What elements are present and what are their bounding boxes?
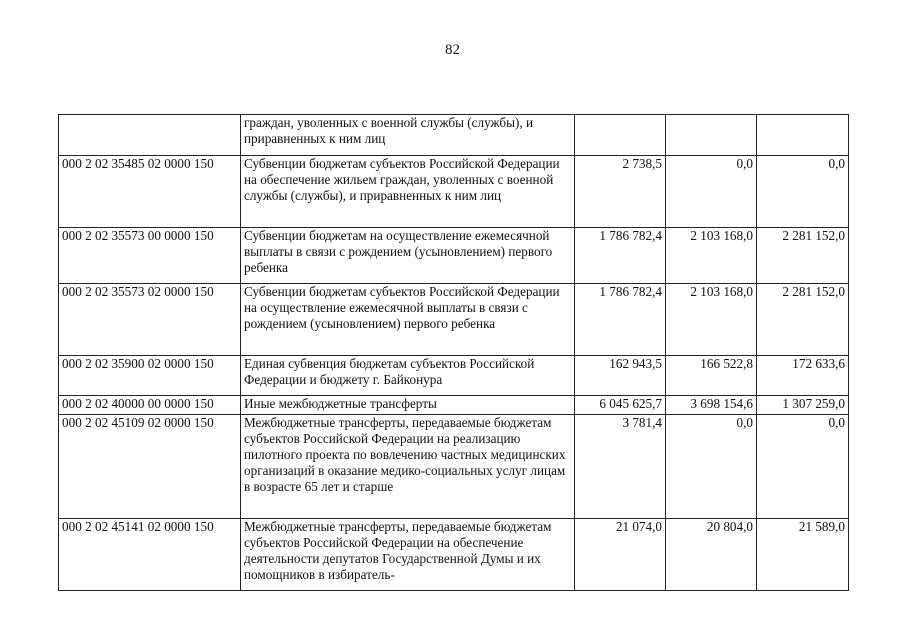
table-row [59,284,849,356]
budget-code-cell: 000 2 02 35485 02 0000 150 [59,156,241,228]
value-cell-1: 2 738,5 [575,156,666,228]
table-row [59,228,849,284]
value-cell-3: 0,0 [757,415,849,519]
budget-code-cell: 000 2 02 35900 02 0000 150 [59,356,241,396]
value-cell-3: 1 307 259,0 [757,396,849,415]
budget-code-cell: 000 2 02 35573 02 0000 150 [59,284,241,356]
page-number: 82 [445,42,460,58]
value-cell-2: 166 522,8 [666,356,757,396]
value-cell-1: 3 781,4 [575,415,666,519]
value-cell-1: 21 074,0 [575,519,666,591]
value-cell-2: 20 804,0 [666,519,757,591]
table-row [59,356,849,396]
value-cell-1 [575,115,666,156]
value-cell-2: 2 103 168,0 [666,284,757,356]
value-cell-3 [757,115,849,156]
value-cell-3: 0,0 [757,156,849,228]
value-cell-2 [666,115,757,156]
value-cell-2: 0,0 [666,415,757,519]
budget-code-cell: 000 2 02 40000 00 0000 150 [59,396,241,415]
table-row [59,156,849,228]
table-row [59,396,849,415]
description-cell: Субвенции бюджетам субъектов Российской Федерации на осуществление ежемесячной выплаты в связи с рождением (усыновлением) первого ребенка [241,284,575,356]
table-row [59,415,849,519]
value-cell-2: 3 698 154,6 [666,396,757,415]
value-cell-3: 2 281 152,0 [757,284,849,356]
value-cell-1: 162 943,5 [575,356,666,396]
value-cell-2: 0,0 [666,156,757,228]
description-cell: Межбюджетные трансферты, передаваемые бюджетам субъектов Российской Федерации на реализацию пилотного проекта по вовлечению частных медицинских организаций в оказание медико-социальных услуг лицам в возрасте 65 лет и старше [241,415,575,519]
value-cell-1: 1 786 782,4 [575,228,666,284]
value-cell-2: 2 103 168,0 [666,228,757,284]
table-row [59,519,849,591]
budget-code-cell [59,115,241,156]
budget-code-cell: 000 2 02 45141 02 0000 150 [59,519,241,591]
value-cell-3: 2 281 152,0 [757,228,849,284]
budget-code-cell: 000 2 02 45109 02 0000 150 [59,415,241,519]
budget-code-cell: 000 2 02 35573 00 0000 150 [59,228,241,284]
value-cell-3: 172 633,6 [757,356,849,396]
description-cell: Иные межбюджетные трансферты [241,396,575,415]
value-cell-1: 1 786 782,4 [575,284,666,356]
value-cell-3: 21 589,0 [757,519,849,591]
description-cell: граждан, уволенных с военной службы (службы), и приравненных к ним лиц [241,115,575,156]
description-cell: Субвенции бюджетам на осуществление ежемесячной выплаты в связи с рождением (усыновлением) первого ребенка [241,228,575,284]
budget-table [58,114,849,591]
description-cell: Единая субвенция бюджетам субъектов Российской Федерации и бюджету г. Байконура [241,356,575,396]
description-cell: Межбюджетные трансферты, передаваемые бюджетам субъектов Российской Федерации на обеспечение деятельности депутатов Государственной Думы и их помощников в избиратель- [241,519,575,591]
value-cell-1: 6 045 625,7 [575,396,666,415]
description-cell: Субвенции бюджетам субъектов Российской Федерации на обеспечение жильем граждан, уволенных с военной службы (службы), и приравненных к ним лиц [241,156,575,228]
table-row [59,115,849,156]
